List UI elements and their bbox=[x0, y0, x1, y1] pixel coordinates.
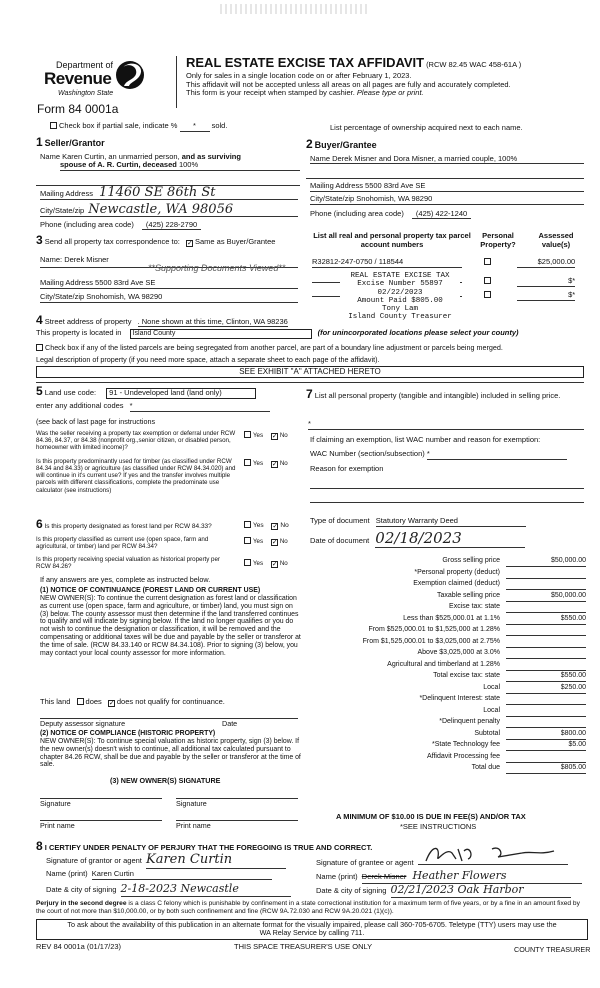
tax-row-value[interactable]: $50,000.00 bbox=[506, 557, 586, 567]
certify-text: I CERTIFY UNDER PENALTY OF PERJURY THAT THE FOREGOING IS TRUE AND CORRECT. bbox=[44, 843, 373, 852]
sec6-q2-no-label: No bbox=[279, 538, 288, 545]
legal-label: Legal description of property (if you need more space, attach a separate sheet to each page of the affidavit). bbox=[36, 355, 380, 364]
perjury-note bbox=[36, 900, 588, 915]
correspond-label: Send all property tax correspondence to: bbox=[44, 237, 180, 246]
segregated-row bbox=[36, 344, 592, 352]
parcel-row-1 bbox=[312, 258, 584, 268]
landuse-q2 bbox=[36, 458, 302, 494]
tax-row-label: Above $3,025,000 at 3.0% bbox=[417, 649, 500, 656]
addl-codes-value[interactable]: * bbox=[130, 402, 270, 412]
deputy-date-label: Date bbox=[222, 719, 238, 728]
personal-property-checkbox-2[interactable] bbox=[484, 277, 491, 284]
landuse-label: Land use code: bbox=[44, 388, 97, 397]
dept-line2: Revenue bbox=[44, 69, 112, 88]
grantor-sig-label: Signature of grantor or agent bbox=[46, 856, 142, 865]
assessed-value-3[interactable]: $* bbox=[517, 291, 575, 301]
docs-viewed-stamp: **Supporting Documents Viewed** bbox=[148, 263, 286, 273]
tax-row-value[interactable] bbox=[506, 649, 586, 659]
buyer-name-label: Name bbox=[310, 153, 331, 163]
tax-row bbox=[306, 694, 586, 706]
same-as-buyer-checkbox[interactable] bbox=[186, 240, 193, 247]
reason-line-1[interactable] bbox=[310, 488, 584, 489]
personal-property-checkbox-1[interactable] bbox=[484, 258, 491, 265]
subtitle-2: This affidavit will not be accepted unless all areas on all pages are fully and accurately completed. bbox=[186, 79, 511, 89]
street-row bbox=[36, 314, 288, 328]
tax-row bbox=[306, 602, 586, 614]
correspond-mail[interactable]: 5500 83rd Ave SE bbox=[95, 278, 156, 287]
revenue-logo-icon bbox=[114, 58, 146, 92]
tax-row-value[interactable] bbox=[506, 695, 586, 705]
sec6-q3-yes[interactable] bbox=[244, 559, 251, 566]
deputy-label: Deputy assessor signature bbox=[40, 719, 126, 728]
seller-city-label: City/State/zip bbox=[40, 206, 85, 215]
grantor-date-city[interactable]: 2-18-2023 Newcastle bbox=[121, 883, 291, 897]
grantor-print[interactable]: Karen Curtin bbox=[92, 870, 272, 880]
seller-city-row bbox=[40, 203, 298, 217]
does-label: does bbox=[85, 697, 102, 706]
correspond-city-label: City/State/zip bbox=[40, 292, 85, 301]
treasurer-stamp bbox=[340, 272, 460, 322]
grantor-signature[interactable]: Karen Curtin bbox=[146, 853, 286, 869]
tax-row-value[interactable]: $50,000.00 bbox=[506, 592, 586, 602]
tax-row-value[interactable] bbox=[506, 638, 586, 648]
sec6-q1 bbox=[36, 518, 302, 532]
tax-row-label: Affidavit Processing fee bbox=[426, 752, 500, 760]
landuse-select[interactable]: 91 - Undeveloped land (land only) bbox=[106, 388, 256, 399]
tax-row bbox=[306, 706, 586, 718]
assessed-value-2[interactable]: $* bbox=[517, 277, 575, 287]
grantee-date-row bbox=[316, 884, 586, 898]
q1-yes: Yes bbox=[253, 432, 264, 439]
treasurer-use: THIS SPACE TREASURER'S USE ONLY bbox=[234, 942, 373, 951]
grantor-sig-row bbox=[46, 853, 302, 869]
title-divider bbox=[176, 56, 177, 108]
parcel-header-2: Personal Property? bbox=[480, 231, 516, 249]
ownership-note: List percentage of ownership acquired next to each name. bbox=[330, 123, 523, 132]
form-rcw: (RCW 82.45 WAC 458-61A ) bbox=[426, 60, 522, 69]
grantor-date-row bbox=[46, 883, 302, 897]
q1-yes-checkbox[interactable] bbox=[244, 431, 251, 438]
correspond-name-label: Name: bbox=[40, 255, 63, 264]
buyer-phone[interactable]: (425) 422-1240 bbox=[412, 209, 471, 219]
tax-row bbox=[306, 717, 586, 729]
seller-name-c: spouse of A. R. Curtin, deceased bbox=[60, 160, 177, 170]
sec6-q3 bbox=[36, 556, 302, 570]
stamp-line-6: Island County Treasurer bbox=[348, 313, 452, 322]
sec6-q3-no-label: No bbox=[279, 560, 288, 567]
tax-row-label: Less than $525,000.01 at 1.1% bbox=[403, 614, 500, 622]
sec6-q3-no[interactable] bbox=[271, 561, 278, 568]
stamp-line-2: Excise Number 55897 bbox=[357, 280, 443, 289]
grantor-date-label: Date & city of signing bbox=[46, 885, 117, 894]
q2-yes-checkbox[interactable] bbox=[244, 459, 251, 466]
tax-row bbox=[306, 556, 586, 568]
tax-row bbox=[306, 614, 586, 626]
tax-row-label: *Personal property (deduct) bbox=[414, 568, 500, 576]
tax-row-label: *State Technology fee bbox=[432, 741, 500, 748]
sec6-q2-yes-label: Yes bbox=[253, 538, 264, 545]
buyer-mail-row bbox=[310, 182, 584, 192]
q2-yes: Yes bbox=[253, 460, 264, 467]
sec6-q2-yes[interactable] bbox=[244, 537, 251, 544]
minimum-note: A MINIMUM OF $10.00 IS DUE IN FEE(S) AND/OR TAX bbox=[336, 812, 526, 821]
tax-row-label: Taxable selling price bbox=[436, 591, 500, 599]
new-owner-print-label-2: Print name bbox=[176, 821, 211, 830]
subtitle-3: This form is your receipt when stamped by cashier. bbox=[186, 88, 355, 98]
county-treasurer: COUNTY TREASURER bbox=[514, 945, 591, 954]
sec6-q2-no[interactable] bbox=[271, 539, 278, 546]
buyer-phone-label: Phone (including area code) bbox=[310, 209, 404, 218]
grantee-date-city[interactable]: 02/21/2023 Oak Harbor bbox=[391, 884, 571, 898]
does-not-label: does not qualify for continuance. bbox=[116, 697, 225, 706]
wac-row bbox=[310, 450, 567, 460]
tax-row bbox=[306, 660, 586, 672]
doc-date-row bbox=[310, 530, 525, 548]
grantee-print[interactable] bbox=[362, 870, 582, 884]
buyer-mail[interactable]: 5500 83rd Ave SE bbox=[365, 181, 426, 190]
accessibility-note: To ask about the availability of this publication in an alternate format for the visually impaired, please call 360-705-6705. Teletype (TTY) users may use the WA Relay Service by calling 711. bbox=[36, 919, 588, 940]
does-not-checkbox[interactable] bbox=[108, 700, 115, 707]
buyer-section bbox=[306, 138, 584, 179]
seller-name-b: and as surviving bbox=[181, 151, 241, 161]
form-title-block bbox=[186, 56, 586, 98]
seller-phone[interactable]: (425) 228-2790 bbox=[142, 220, 201, 230]
does-checkbox[interactable] bbox=[77, 698, 84, 705]
seller-city[interactable]: Newcastle, WA 98056 bbox=[88, 202, 234, 217]
seller-num: 1 bbox=[36, 135, 43, 149]
correspond-mail-row bbox=[40, 279, 298, 289]
tax-row bbox=[306, 740, 586, 752]
seller-section bbox=[36, 136, 300, 186]
sec6-q3-yes-label: Yes bbox=[253, 560, 264, 567]
addl-codes-label: enter any additional codes bbox=[36, 401, 124, 410]
tax-row bbox=[306, 579, 586, 591]
stamp-line-1: REAL ESTATE EXCISE TAX bbox=[350, 272, 450, 280]
buyer-mail-label: Mailing Address bbox=[310, 181, 363, 190]
doc-type-label: Type of document bbox=[310, 516, 370, 525]
notice1-heading: (1) NOTICE OF CONTINUANCE (FOREST LAND OR CURRENT USE) bbox=[40, 587, 261, 594]
partial-suffix: sold. bbox=[211, 121, 228, 130]
form-number: Form 84 0001a bbox=[37, 102, 119, 116]
segregated-label: Check box if any of the listed parcels are being segregated from another parcel, are part of a boundary line adjustment or parcels being merged. bbox=[45, 343, 503, 352]
section7-label: List all personal property (tangible and intangible) included in selling price. bbox=[314, 391, 561, 400]
tax-row-label: Excise tax: state bbox=[449, 603, 500, 610]
parcel-header-3: Assessed value(s) bbox=[538, 231, 574, 249]
section7-star[interactable]: * bbox=[308, 420, 584, 430]
located-label: This property is located in bbox=[36, 328, 122, 337]
see-instructions: *SEE INSTRUCTIONS bbox=[400, 822, 477, 831]
legal-underline bbox=[36, 382, 584, 383]
dept-line3: Washington State bbox=[58, 90, 114, 97]
seller-name-label: Name bbox=[40, 151, 61, 161]
street-label: Street address of property bbox=[44, 317, 132, 326]
correspond-name[interactable]: Derek Misner bbox=[64, 255, 109, 264]
correspond-city-row bbox=[40, 293, 298, 303]
buyer-title: Buyer/Grantee bbox=[314, 140, 377, 150]
seller-mail[interactable]: 11460 SE 86th St bbox=[99, 185, 216, 200]
tax-row-label: From $1,525,000.01 to $3,025,000 at 2.75% bbox=[362, 637, 500, 645]
tax-row-label: From $525,000.01 to $1,525,000 at 1.28% bbox=[368, 626, 500, 633]
buyer-city-row bbox=[310, 195, 584, 205]
landuse-see: (see back of last page for instructions bbox=[36, 417, 156, 426]
addl-codes-row bbox=[36, 402, 270, 412]
personal-property-checkbox-3[interactable] bbox=[484, 291, 491, 298]
buyer-city-label: City/State/zip bbox=[310, 194, 355, 203]
parcel-number-1[interactable]: R32812-247-0750 / 118544 bbox=[312, 258, 462, 268]
section8-num: 8 bbox=[36, 839, 43, 853]
grantee-date-label: Date & city of signing bbox=[316, 886, 387, 895]
perjury-bold: Perjury in the second degree bbox=[36, 900, 127, 907]
subtitle-3b: Please type or print. bbox=[356, 88, 424, 98]
sec6-notice1 bbox=[40, 587, 302, 658]
tax-row-value[interactable] bbox=[506, 718, 586, 728]
seller-pct: 100% bbox=[178, 160, 199, 170]
tax-row-value[interactable] bbox=[506, 753, 586, 763]
buyer-name[interactable]: Derek Misner and Dora Misner, a married couple, 100% bbox=[332, 153, 518, 163]
scan-noise bbox=[220, 4, 370, 14]
buyer-num: 2 bbox=[306, 137, 313, 151]
correspond-row bbox=[36, 234, 275, 248]
sec6-q1-yes-label: Yes bbox=[253, 522, 264, 529]
this-land-label: This land bbox=[40, 697, 71, 706]
partial-label: Check box if partial sale, indicate % bbox=[59, 121, 178, 130]
tax-row-value[interactable] bbox=[506, 603, 586, 613]
seller-phone-row bbox=[40, 221, 298, 230]
landuse-q1-text: Was the seller receiving a property tax exemption or deferral under RCW 84.36, 84.37, or 84.38 (nonprofit org.,senior citizen, or disabled person, homeowner with limited income)? bbox=[36, 430, 236, 452]
tax-row-value[interactable] bbox=[506, 661, 586, 671]
wac-value[interactable]: * bbox=[427, 450, 567, 460]
this-land-row bbox=[40, 698, 225, 707]
grantee-print-struck: Derek Misner bbox=[361, 872, 407, 881]
q1-no: No bbox=[279, 432, 288, 439]
tax-row-value[interactable]: $5.00 bbox=[506, 741, 586, 751]
dept-line1: Department of bbox=[56, 60, 114, 70]
partial-sale-checkbox[interactable] bbox=[50, 122, 57, 129]
segregated-checkbox[interactable] bbox=[36, 344, 43, 351]
tax-row-label: Local bbox=[483, 683, 500, 691]
notice2-body: NEW OWNER(S): To continue special valuation as historic property, sign (3) below. If the new owner(s) doesn't wish to continue, all additional tax calculated pursuant to chapter 84.26 RCW, shall be due and payable by the seller or transferor at the time of sale. bbox=[40, 737, 301, 769]
grantee-print-handwritten: Heather Flowers bbox=[412, 869, 507, 882]
street-num: 4 bbox=[36, 313, 43, 327]
sec6-if-yes: If any answers are yes, complete as instructed below. bbox=[40, 575, 211, 584]
landuse-row bbox=[36, 385, 256, 399]
grantee-signature[interactable] bbox=[418, 855, 568, 865]
tax-row-label: *Delinquent Interest: state bbox=[419, 695, 500, 702]
seller-name[interactable]: Karen Curtin, an unmarried person, bbox=[62, 151, 180, 161]
tax-row-label: Gross selling price bbox=[442, 557, 500, 564]
reason-label: Reason for exemption bbox=[310, 464, 384, 473]
grantor-print-label: Name (print) bbox=[46, 869, 88, 878]
tax-row-value[interactable] bbox=[506, 707, 586, 717]
tax-row bbox=[306, 648, 586, 660]
wac-label: WAC Number (section/subsection) bbox=[310, 449, 425, 458]
county-select[interactable]: Island County bbox=[130, 329, 312, 339]
exempt-label: If claiming an exemption, list WAC number and reason for exemption: bbox=[310, 435, 541, 444]
correspond-city[interactable]: Snohomish, WA 98290 bbox=[86, 292, 163, 301]
tax-row bbox=[306, 568, 586, 580]
notice1-body: NEW OWNER(S): To continue the current designation as forest land or classification as current use (open space, farm and agriculture, or timber) land, you must sign on (3) below. The county assessor must then determine if the land transferred continues to qualify and will indicate by signing below. If the land no longer qualifies or you do not wish to continue the designation or classification, it will be removed and the compensating or additional taxes will be due and payable by the seller or transferor at the time of sale. (RCW 84.33.140 or RCW 84.34.108). Prior to signing (3) below, you may contact your local county assessor for more information. bbox=[40, 594, 301, 657]
grantee-sig-row bbox=[316, 855, 586, 868]
dor-logo bbox=[44, 58, 184, 108]
grantee-sig-label: Signature of grantee or agent bbox=[316, 858, 414, 867]
tax-row-value[interactable] bbox=[506, 626, 586, 636]
doc-date-value[interactable]: 02/18/2023 bbox=[375, 530, 525, 548]
assessed-value-1[interactable]: $25,000.00 bbox=[517, 258, 575, 268]
tax-row-label: Agricultural and timberland at 1.28% bbox=[387, 660, 500, 668]
new-owner-sig-heading: (3) NEW OWNER(S) SIGNATURE bbox=[110, 776, 221, 785]
seller-mail-row bbox=[40, 186, 298, 200]
section7-num: 7 bbox=[306, 387, 313, 401]
county-row bbox=[36, 329, 519, 339]
perjury-text: is a class C felony which is punishable by confinement in a state correctional institution for a maximum term of five years, or by a fine in an amount fixed by the court of not more than $10,000.00, or by both such confinement and fine (RCW 9A.72.030 and RCW 9A.20.021 (1)(c)). bbox=[36, 900, 580, 915]
tax-row-value[interactable] bbox=[506, 580, 586, 590]
same-as-buyer-label: Same as Buyer/Grantee bbox=[194, 237, 276, 246]
partial-value[interactable]: * bbox=[180, 122, 210, 132]
tax-row-value[interactable]: $250.00 bbox=[506, 684, 586, 694]
sec6-q1-text: Is this property designated as forest land per RCW 84.33? bbox=[44, 523, 212, 530]
tax-row-label: Exemption claimed (deduct) bbox=[413, 580, 500, 587]
sec6-notice2 bbox=[40, 730, 302, 769]
landuse-num: 5 bbox=[36, 384, 43, 398]
doc-type-row bbox=[310, 517, 526, 527]
doc-type-value[interactable]: Statutory Warranty Deed bbox=[376, 517, 526, 527]
tax-row-label: *Delinquent penalty bbox=[439, 718, 500, 725]
landuse-q1 bbox=[36, 430, 302, 451]
section6-num: 6 bbox=[36, 517, 43, 531]
tax-row bbox=[306, 671, 586, 683]
parcel-header-1: List all real and personal property tax parcel account numbers bbox=[313, 231, 471, 249]
correspond-mail-label: Mailing Address bbox=[40, 278, 93, 287]
tax-row bbox=[306, 763, 586, 775]
tax-row bbox=[306, 637, 586, 649]
sec6-q1-yes[interactable] bbox=[244, 521, 251, 528]
sec6-q2-text: Is this property classified as current use (open space, farm and agricultural, or timber) land per RCW 84.34? bbox=[36, 536, 209, 551]
stamp-line-5: Tony Lam bbox=[381, 305, 418, 313]
tax-row-label: Total due bbox=[471, 764, 500, 771]
notice2-heading: (2) NOTICE OF COMPLIANCE (HISTORIC PROPERTY) bbox=[40, 730, 216, 737]
landuse-q2-text: Is this property predominantly used for timber (as classified under RCW 84.34 and 84.33) or agriculture (as classified under RCW 84.34.020) and will continue in it's current use? If yes and the transfer involves multiple parcels with different classifications, complete the predominate use calculator (see instructions) bbox=[36, 458, 236, 494]
q1-no-checkbox[interactable] bbox=[271, 433, 278, 440]
tax-row-label: Total excise tax: state bbox=[433, 672, 500, 679]
stamp-line-3: 02/22/2023 bbox=[377, 288, 423, 297]
seller-mail-label: Mailing Address bbox=[40, 189, 93, 198]
tax-row-value[interactable] bbox=[506, 569, 586, 579]
sec6-q3-text: Is this property receiving special valuation as historical property per RCW 84.26? bbox=[36, 556, 220, 571]
tax-row-value[interactable]: $800.00 bbox=[506, 730, 586, 740]
partial-sale-row bbox=[50, 122, 227, 132]
street-value[interactable]: . None shown at this time, Clinton, WA 98236 bbox=[137, 317, 288, 326]
rev-number: REV 84 0001a (01/17/23) bbox=[36, 942, 122, 951]
county-note: (for unincorporated locations please select your county) bbox=[317, 328, 519, 337]
tax-row-value[interactable]: $550.00 bbox=[506, 615, 586, 625]
new-owner-sig-label-1: Signature bbox=[40, 799, 71, 808]
new-owner-sig-label-2: Signature bbox=[176, 799, 207, 808]
tax-row bbox=[306, 683, 586, 695]
reason-line-2[interactable] bbox=[310, 502, 584, 503]
q2-no: No bbox=[279, 460, 288, 467]
subtitle-1: Only for sales in a single location code on or after February 1, 2023. bbox=[186, 70, 412, 80]
grantee-print-row bbox=[316, 870, 586, 884]
doc-date-label: Date of document bbox=[310, 536, 370, 545]
tax-row bbox=[306, 625, 586, 637]
tax-row-value[interactable]: $805.00 bbox=[506, 764, 586, 774]
sec6-q2 bbox=[36, 536, 302, 550]
legal-description-field[interactable]: SEE EXHIBIT "A" ATTACHED HERETO bbox=[36, 366, 584, 378]
sec6-q1-no[interactable] bbox=[271, 523, 278, 530]
grantee-print-label: Name (print) bbox=[316, 872, 358, 881]
tax-row bbox=[306, 729, 586, 741]
tax-row bbox=[306, 591, 586, 603]
form-title: REAL ESTATE EXCISE TAX AFFIDAVIT bbox=[186, 55, 425, 70]
grantee-signature-scribble bbox=[422, 843, 562, 865]
seller-title: Seller/Grantor bbox=[44, 138, 105, 148]
q2-no-checkbox[interactable] bbox=[271, 461, 278, 468]
seller-phone-label: Phone (including area code) bbox=[40, 220, 134, 229]
section7 bbox=[306, 388, 586, 402]
buyer-city[interactable]: Snohomish, WA 98290 bbox=[356, 194, 433, 203]
new-owner-print-label-1: Print name bbox=[40, 821, 75, 830]
tax-row-value[interactable]: $550.00 bbox=[506, 672, 586, 682]
tax-row bbox=[306, 752, 586, 764]
tax-row-label: Subtotal bbox=[474, 729, 500, 737]
correspond-num: 3 bbox=[36, 233, 43, 247]
grantor-print-row bbox=[46, 870, 302, 880]
tax-row-label: Local bbox=[483, 706, 500, 714]
sec6-q1-no-label: No bbox=[280, 522, 289, 529]
buyer-phone-row bbox=[310, 210, 584, 219]
stamp-line-4: Amount Paid $805.00 bbox=[357, 296, 443, 305]
